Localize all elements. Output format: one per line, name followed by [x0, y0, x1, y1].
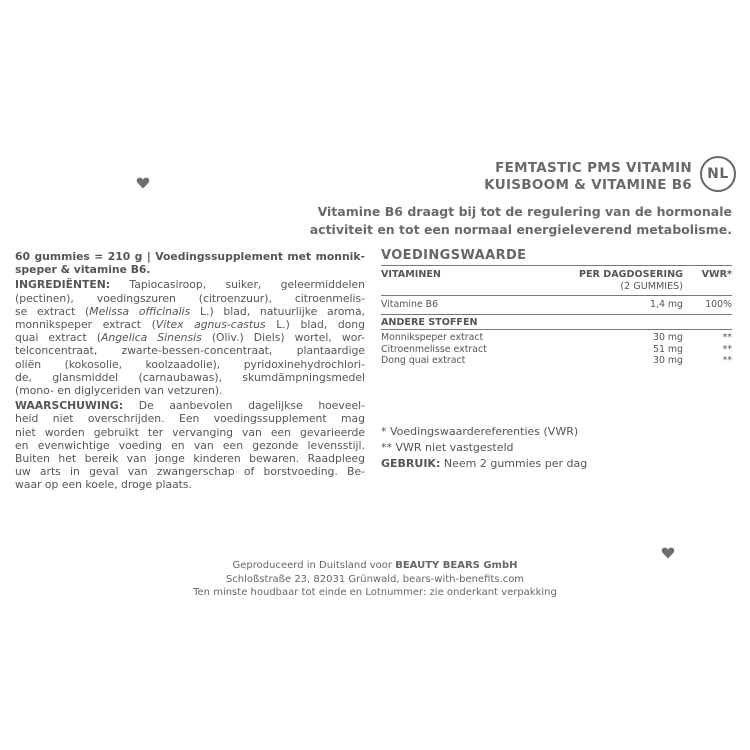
row-vwr: **: [722, 332, 732, 343]
ingredients-column: [15, 250, 365, 492]
warning-line: heid niet overschrijden. Een voedingssupplement mag: [15, 412, 365, 426]
ingredients-text: quai extract (: [15, 331, 101, 345]
footer-address: Schloßstraße 23, 82031 Grünwald, bears-with-benefits.com: [225, 573, 525, 585]
warning-label: WAARSCHUWING:: [15, 399, 124, 413]
table-row: [381, 344, 732, 356]
manufacturer-footer: [120, 559, 630, 600]
row-name: Vitamine B6: [381, 299, 439, 310]
ingredients-line: telconcentraat, zwarte-bessen-concentraat, plantaardige: [15, 344, 365, 358]
usage-label: GEBRUIK:: [381, 457, 441, 470]
ingredients-text: monnikspeper extract (: [15, 318, 156, 332]
latin-name: Vitex agnus-castus: [155, 318, 266, 332]
row-name: Citroenmelisse extract: [381, 343, 487, 355]
row-vwr: 100%: [705, 299, 732, 310]
heart-icon: [136, 176, 150, 190]
row-vwr: **: [722, 355, 732, 366]
table-row: [381, 296, 732, 314]
col-daily-label: PER DAGDOSERING: [578, 269, 683, 280]
footer-line: [120, 559, 630, 573]
product-title-line: FEMTASTIC PMS VITAMIN: [495, 160, 692, 176]
ingredients-text: (Oliv.) Diels) wortel, wor-: [201, 331, 365, 345]
brand-name: BEAUTY BEARS GmbH: [395, 560, 518, 571]
nutrition-title: VOEDINGSWAARDE: [381, 248, 527, 263]
usage-line: [381, 456, 732, 472]
col-vitamins: VITAMINEN: [381, 269, 441, 280]
warning-line: uw arts in geval van zwangerschap of borstvoeding. Be-: [15, 465, 365, 479]
ingredients-text: Tapiocasiroop, suiker, geleermiddelen: [129, 278, 365, 292]
col-daily: [571, 269, 683, 292]
ingredients-line: oliën (kokosolie, koolzaadolie), pyridoxinehydrochlori-: [15, 357, 365, 371]
warning-text: De aanbevolen dagelijkse hoeveel-: [138, 399, 365, 413]
table-row: [381, 332, 732, 344]
ingredients-text: L.) blad, natuurlijke aroma,: [190, 304, 365, 318]
ingredients-text: L.) blad, dong: [265, 318, 365, 332]
row-vwr: **: [722, 343, 732, 355]
other-substances-header: [381, 315, 732, 330]
claim-line: activiteit en tot een normaal energieleverend metabolisme.: [309, 222, 732, 237]
footnotes: [381, 424, 732, 472]
intro-line: 60 gummies = 210 g | Voedingssupplement met monnik-: [15, 250, 365, 263]
ingredients-line: de, glansmiddel (carnaubawas), skumdämpningsmedel: [15, 370, 365, 384]
product-subtitle-line: KUISBOOM & VITAMINE B6: [484, 177, 692, 193]
row-amount: 51 mg: [653, 343, 683, 355]
health-claim: [240, 203, 732, 239]
warning-line: en evenwichtige voeding en van een gezonde levensstijl.: [15, 438, 365, 452]
warning-line: waar op een koele, droge plaats.: [15, 478, 192, 492]
warning-line: Buiten het bereik van jonge kinderen bewaren. Raadpleeg: [15, 452, 365, 466]
ingredients-text: se extract (: [15, 304, 90, 318]
table-header: [381, 266, 732, 292]
col-vwr: VWR*: [701, 269, 732, 280]
warning-line: niet worden gebruikt ter vervanging van een gevarieerde: [15, 425, 365, 439]
nutrition-table: [381, 248, 732, 367]
row-amount: 30 mg: [653, 355, 683, 366]
heart-icon: [661, 546, 675, 560]
claim-line: Vitamine B6 draagt bij tot de regulering van de hormonale: [317, 204, 732, 219]
row-name: Dong quai extract: [381, 355, 466, 366]
ingredients-line: [15, 278, 365, 291]
intro-line: speper & vitamine B6.: [15, 263, 151, 277]
footnote: ** VWR niet vastgesteld: [381, 441, 514, 454]
ingredients-line: [15, 331, 365, 344]
table-row: [381, 355, 732, 367]
ingredients-line: [15, 305, 365, 318]
footer-expiry: Ten minste houdbaar tot einde en Lotnummer: zie onderkant verpakking: [193, 587, 557, 598]
col-daily-sub: (2 GUMMIES): [620, 280, 683, 292]
ingredients-line: (pectinen), voedingszuren (citroenzuur), citroenmelis-: [15, 291, 365, 305]
footnote: * Voedingswaardereferenties (VWR): [381, 425, 579, 438]
row-amount: 1,4 mg: [650, 299, 683, 310]
row-amount: 30 mg: [653, 332, 683, 343]
other-label: ANDERE STOFFEN: [381, 316, 478, 328]
footer-prefix: Geproduceerd in Duitsland voor: [232, 560, 393, 571]
latin-name: Melissa officinalis: [89, 304, 191, 318]
warning-line: [15, 399, 365, 412]
ingredients-line: [15, 318, 365, 331]
latin-name: Angelica Sinensis: [100, 331, 202, 345]
ingredients-line: (mono- en diglyceriden van vetzuren).: [15, 384, 223, 398]
ingredients-label: INGREDIËNTEN:: [15, 278, 111, 292]
row-name: Monnikspeper extract: [381, 332, 484, 343]
product-title: [440, 160, 692, 194]
language-badge: NL: [700, 156, 736, 192]
usage-text: Neem 2 gummies per dag: [443, 457, 588, 470]
